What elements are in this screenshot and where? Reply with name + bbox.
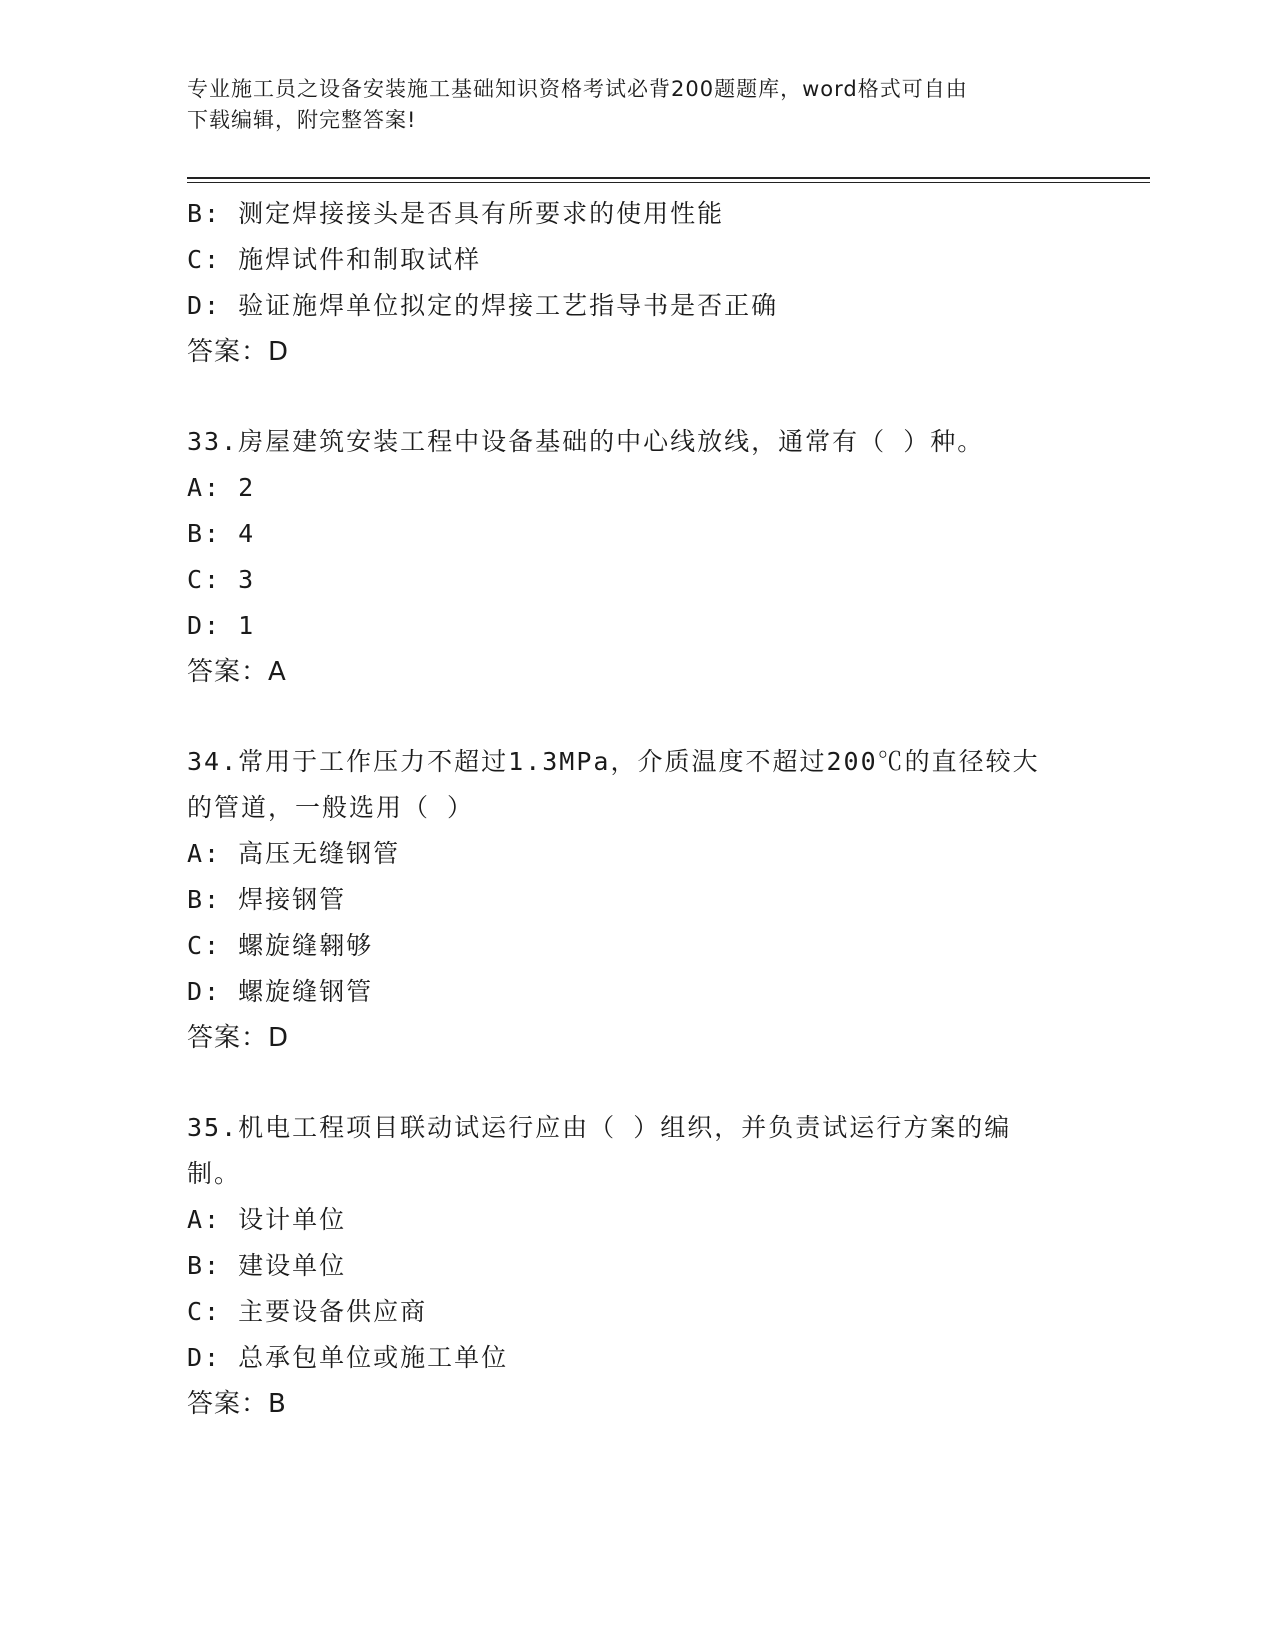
option-c: C: 主要设备供应商 bbox=[187, 1297, 428, 1326]
option-c: C: 施焊试件和制取试样 bbox=[187, 245, 482, 274]
option-d: D: 螺旋缝钢管 bbox=[187, 977, 374, 1006]
option-b: B: 建设单位 bbox=[187, 1251, 347, 1280]
question-stem-line-2: 的管道，一般选用（ ） bbox=[187, 793, 475, 822]
header-divider-thick bbox=[187, 177, 1150, 179]
answer-line: 答案：A bbox=[187, 657, 287, 687]
option-c: C: 螺旋缝翱够 bbox=[187, 931, 374, 960]
question-stem-line-1: 35.机电工程项目联动试运行应由（ ）组织，并负责试运行方案的编 bbox=[187, 1113, 1012, 1142]
option-d: D: 验证施焊单位拟定的焊接工艺指导书是否正确 bbox=[187, 291, 779, 320]
option-d: D: 总承包单位或施工单位 bbox=[187, 1343, 509, 1372]
question-stem: 33.房屋建筑安装工程中设备基础的中心线放线，通常有（ ）种。 bbox=[187, 427, 985, 456]
option-a: A: 2 bbox=[187, 473, 256, 502]
option-a: A: 高压无缝钢管 bbox=[187, 839, 401, 868]
document-header bbox=[187, 74, 1087, 136]
header-line-2: 下载编辑，附完整答案! bbox=[187, 108, 417, 132]
question-block-35 bbox=[187, 1105, 1087, 1427]
option-a: A: 设计单位 bbox=[187, 1205, 347, 1234]
header-divider-thin bbox=[187, 182, 1150, 183]
header-line-1: 专业施工员之设备安装施工基础知识资格考试必背200题题库，word格式可自由 bbox=[187, 77, 968, 101]
option-b: B: 测定焊接接头是否具有所要求的使用性能 bbox=[187, 199, 725, 228]
answer-line: 答案：B bbox=[187, 1389, 287, 1419]
option-c: C: 3 bbox=[187, 565, 256, 594]
option-b: B: 4 bbox=[187, 519, 256, 548]
question-list bbox=[187, 191, 1087, 1427]
question-block-34 bbox=[187, 739, 1087, 1061]
question-block-32 bbox=[187, 191, 1087, 375]
answer-line: 答案：D bbox=[187, 337, 290, 367]
question-stem-line-2: 制。 bbox=[187, 1159, 242, 1188]
question-stem-line-1: 34.常用于工作压力不超过1.3MPa，介质温度不超过200℃的直径较大 bbox=[187, 747, 1040, 776]
answer-line: 答案：D bbox=[187, 1023, 290, 1053]
option-b: B: 焊接钢管 bbox=[187, 885, 347, 914]
option-d: D: 1 bbox=[187, 611, 256, 640]
question-block-33 bbox=[187, 419, 1087, 695]
